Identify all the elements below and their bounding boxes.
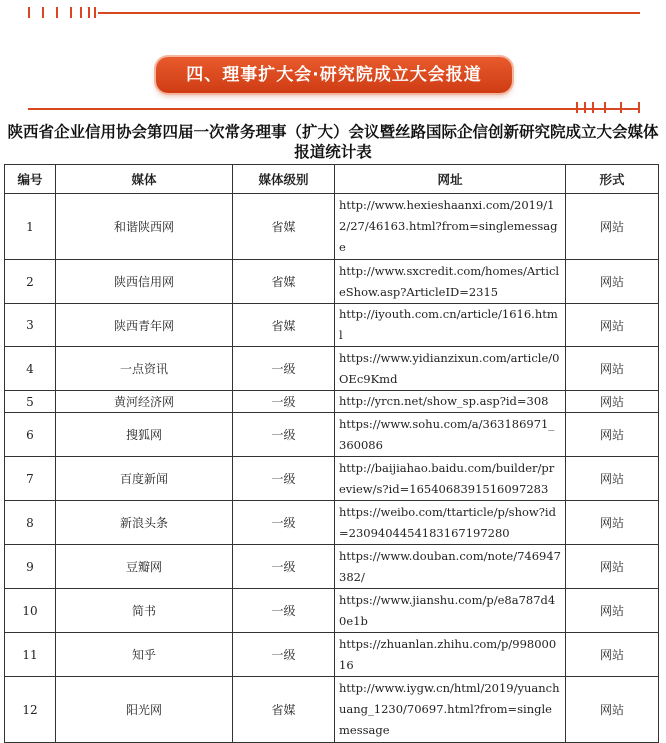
cell-form: 网站 xyxy=(566,260,659,304)
cell-url: http://www.iygw.cn/html/2019/yuanchuang_1230/70697.html?from=singlemessage xyxy=(335,677,566,743)
cell-url: https://www.sohu.com/a/363186971_360086 xyxy=(335,413,566,457)
cell-media: 知乎 xyxy=(56,633,233,677)
table-row xyxy=(5,304,659,347)
cell-number: 11 xyxy=(5,633,56,677)
cell-form: 网站 xyxy=(566,347,659,391)
table-row xyxy=(5,260,659,304)
cell-number: 5 xyxy=(5,391,56,413)
cell-url: https://www.jianshu.com/p/e8a787d40e1b xyxy=(335,589,566,633)
cell-media-level: 一级 xyxy=(233,545,335,589)
cell-number: 3 xyxy=(5,304,56,347)
cell-media-level: 一级 xyxy=(233,501,335,545)
table-body xyxy=(5,194,659,743)
cell-form: 网站 xyxy=(566,545,659,589)
cell-url: https://www.yidianzixun.com/article/0OEc9Kmd xyxy=(335,347,566,391)
cell-url: http://iyouth.com.cn/article/1616.html xyxy=(335,304,566,347)
table-row xyxy=(5,391,659,413)
cell-media: 新浪头条 xyxy=(56,501,233,545)
cell-media-level: 一级 xyxy=(233,413,335,457)
cell-url: http://www.hexieshaanxi.com/2019/12/27/46163.html?from=singlemessage xyxy=(335,194,566,260)
cell-media-level: 一级 xyxy=(233,347,335,391)
cell-number: 2 xyxy=(5,260,56,304)
cell-url: http://yrcn.net/show_sp.asp?id=308 xyxy=(335,391,566,413)
cell-url: https://weibo.com/ttarticle/p/show?id=2309404454183167197280 xyxy=(335,501,566,545)
cell-media: 陕西信用网 xyxy=(56,260,233,304)
divider-decoration xyxy=(576,102,646,114)
cell-media-level: 省媒 xyxy=(233,677,335,743)
cell-number: 7 xyxy=(5,457,56,501)
cell-url: http://baijiahao.baidu.com/builder/preview/s?id=1654068391516097283 xyxy=(335,457,566,501)
table-row xyxy=(5,347,659,391)
cell-number: 1 xyxy=(5,194,56,260)
cell-media-level: 省媒 xyxy=(233,194,335,260)
cell-number: 9 xyxy=(5,545,56,589)
cell-number: 8 xyxy=(5,501,56,545)
document-title: 陕西省企业信用协会第四届一次常务理事（扩大）会议暨丝路国际企信创新研究院成立大会媒体报道统计表 xyxy=(7,123,659,161)
cell-media: 简书 xyxy=(56,589,233,633)
cell-media-level: 省媒 xyxy=(233,304,335,347)
header-media: 媒体 xyxy=(56,165,233,194)
cell-number: 10 xyxy=(5,589,56,633)
cell-url: http://www.sxcredit.com/homes/ArticleShow.asp?ArticleID=2315 xyxy=(335,260,566,304)
table-row xyxy=(5,194,659,260)
cell-media: 陕西青年网 xyxy=(56,304,233,347)
cell-media: 和谐陕西网 xyxy=(56,194,233,260)
header-number: 编号 xyxy=(5,165,56,194)
cell-media: 百度新闻 xyxy=(56,457,233,501)
cell-form: 网站 xyxy=(566,391,659,413)
cell-form: 网站 xyxy=(566,304,659,347)
cell-number: 6 xyxy=(5,413,56,457)
cell-form: 网站 xyxy=(566,677,659,743)
header-form: 形式 xyxy=(566,165,659,194)
top-decoration xyxy=(28,7,640,19)
cell-url: https://zhuanlan.zhihu.com/p/99800016 xyxy=(335,633,566,677)
section-banner: 四、理事扩大会·研究院成立大会报道 xyxy=(156,57,512,93)
cell-media-level: 一级 xyxy=(233,633,335,677)
cell-form: 网站 xyxy=(566,501,659,545)
cell-number: 12 xyxy=(5,677,56,743)
cell-form: 网站 xyxy=(566,457,659,501)
cell-form: 网站 xyxy=(566,633,659,677)
divider-line xyxy=(28,108,640,110)
table-row xyxy=(5,677,659,743)
cell-media-level: 一级 xyxy=(233,457,335,501)
cell-number: 4 xyxy=(5,347,56,391)
cell-media: 一点资讯 xyxy=(56,347,233,391)
cell-media-level: 一级 xyxy=(233,589,335,633)
header-media-level: 媒体级别 xyxy=(233,165,335,194)
cell-media-level: 一级 xyxy=(233,391,335,413)
header-url: 网址 xyxy=(335,165,566,194)
media-report-table xyxy=(4,164,659,743)
table-row xyxy=(5,457,659,501)
table-row xyxy=(5,413,659,457)
cell-form: 网站 xyxy=(566,413,659,457)
cell-media: 阳光网 xyxy=(56,677,233,743)
cell-media-level: 省媒 xyxy=(233,260,335,304)
table-row xyxy=(5,589,659,633)
table-header-row xyxy=(5,165,659,194)
table-row xyxy=(5,501,659,545)
cell-form: 网站 xyxy=(566,589,659,633)
table-row xyxy=(5,545,659,589)
table-row xyxy=(5,633,659,677)
cell-media: 搜狐网 xyxy=(56,413,233,457)
cell-form: 网站 xyxy=(566,194,659,260)
cell-media: 豆瓣网 xyxy=(56,545,233,589)
cell-url: https://www.douban.com/note/746947382/ xyxy=(335,545,566,589)
cell-media: 黄河经济网 xyxy=(56,391,233,413)
